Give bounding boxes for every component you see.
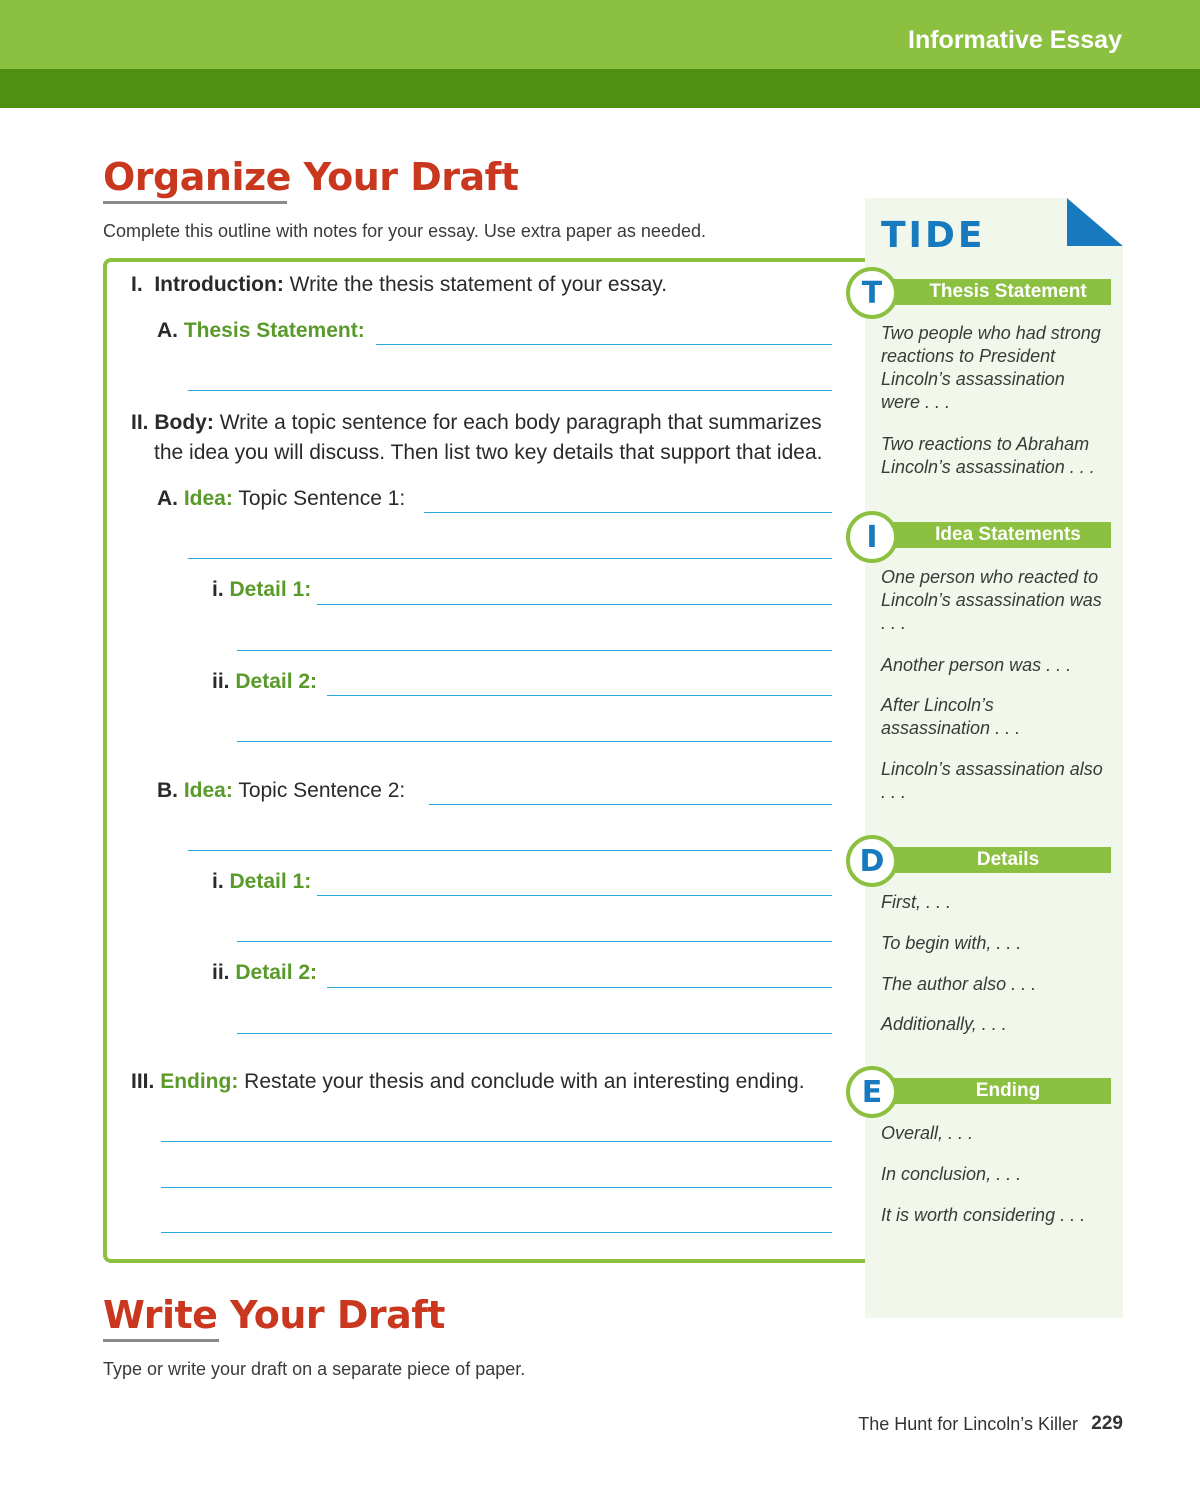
write-title-rest: Your Draft xyxy=(217,1293,445,1337)
idea-b-text: Topic Sentence 2: xyxy=(232,779,406,802)
outline-intro xyxy=(131,273,667,297)
tide-heading-idea: Idea Statements xyxy=(875,522,1111,548)
write-instruction: Type or write your draft on a separate piece of paper. xyxy=(103,1359,526,1379)
tide-phrase: After Lincoln’s assassination . . . xyxy=(881,695,1021,738)
idea-a-letter: A. xyxy=(157,487,178,510)
idea-a-detail-2-line-2[interactable] xyxy=(237,741,832,742)
ending-number: III. xyxy=(131,1070,155,1093)
tide-heading-ending: Ending xyxy=(875,1078,1111,1104)
body-text-line2: the idea you will discuss. Then list two key details that support that idea. xyxy=(154,441,823,464)
tide-phrase: Overall, . . . xyxy=(881,1123,974,1143)
tide-letter-e: E xyxy=(861,1074,883,1110)
idea-a-detail-1-line-2[interactable] xyxy=(237,650,832,651)
tide-letter-d: D xyxy=(859,843,885,879)
idea-a-text: Topic Sentence 1: xyxy=(232,487,406,510)
tide-heading-thesis: Thesis Statement xyxy=(875,279,1111,305)
tide-phrase: Lincoln’s assassination also . . . xyxy=(881,759,1103,802)
write-title xyxy=(103,1293,445,1337)
page-number: 229 xyxy=(1091,1413,1123,1434)
tide-phrase: The author also . . . xyxy=(881,974,1037,994)
idea-a-detail-2-row xyxy=(212,670,317,694)
ending-line-1[interactable] xyxy=(161,1141,832,1142)
ending-line-2[interactable] xyxy=(161,1187,832,1188)
body-number: II. xyxy=(131,411,149,434)
tide-phrase: Additionally, . . . xyxy=(881,1014,1007,1034)
idea-a-label: Idea: xyxy=(183,487,233,510)
idea-b-line-2[interactable] xyxy=(188,850,832,851)
ending-label: Ending: xyxy=(160,1070,239,1093)
thesis-letter: A. xyxy=(157,319,178,342)
outline-box xyxy=(103,258,893,1263)
detail-2-number: ii. xyxy=(212,670,230,693)
ending-line-3[interactable] xyxy=(161,1232,832,1233)
detail-1-number: i. xyxy=(212,870,224,893)
page-corner-icon xyxy=(1067,198,1123,246)
ending-text: Restate your thesis and conclude with an interesting ending. xyxy=(238,1070,805,1093)
idea-b-detail-2-line-1[interactable] xyxy=(327,987,832,988)
detail-1-label: Detail 1: xyxy=(229,870,312,893)
detail-2-number: ii. xyxy=(212,961,230,984)
intro-text: Write the thesis statement of your essay. xyxy=(283,273,668,296)
organize-title-rest: Your Draft xyxy=(290,155,519,199)
tide-title: TIDE xyxy=(881,215,986,256)
intro-number: I. xyxy=(131,273,143,296)
tide-badge-e xyxy=(846,1066,898,1118)
thesis-line-2[interactable] xyxy=(188,390,832,391)
tide-phrase: First, . . . xyxy=(881,892,951,912)
idea-b-line-1[interactable] xyxy=(429,804,832,805)
tide-phrase: Another person was . . . xyxy=(881,655,1072,675)
detail-1-label: Detail 1: xyxy=(229,578,312,601)
tide-letter-i: I xyxy=(866,519,878,555)
tide-badge-i xyxy=(846,511,898,563)
detail-1-number: i. xyxy=(212,578,224,601)
outline-ending xyxy=(131,1070,805,1094)
idea-a-detail-1-row xyxy=(212,578,311,602)
tide-phrase: In conclusion, . . . xyxy=(881,1164,1022,1184)
outline-body xyxy=(131,411,822,435)
body-label: Body: xyxy=(154,411,214,434)
tide-phrase: One person who reacted to Lincoln’s assassination was . . . xyxy=(881,567,1102,633)
idea-b-detail-1-row xyxy=(212,870,311,894)
idea-a-row xyxy=(157,487,405,511)
idea-b-detail-2-row xyxy=(212,961,317,985)
idea-a-line-2[interactable] xyxy=(188,558,832,559)
idea-b-detail-1-line-2[interactable] xyxy=(237,941,832,942)
title-underline xyxy=(103,1339,219,1342)
detail-2-label: Detail 2: xyxy=(235,961,318,984)
thesis-row xyxy=(157,319,365,343)
organize-title xyxy=(103,155,518,199)
title-underline xyxy=(103,201,287,204)
thesis-label: Thesis Statement: xyxy=(183,319,365,342)
tide-badge-d xyxy=(846,835,898,887)
tide-badge-t xyxy=(846,267,898,319)
idea-a-detail-1-line-1[interactable] xyxy=(317,604,832,605)
footer-book-title: The Hunt for Lincoln’s Killer xyxy=(858,1414,1078,1434)
tide-phrase: It is worth considering . . . xyxy=(881,1205,1086,1225)
idea-b-detail-1-line-1[interactable] xyxy=(317,895,832,896)
tide-letter-t: T xyxy=(861,275,883,311)
tide-phrase: Two people who had strong reactions to President Lincoln’s assassination were . . . xyxy=(881,323,1101,412)
tide-phrase: To begin with, . . . xyxy=(881,933,1022,953)
header-accent-band xyxy=(0,69,1200,108)
idea-b-label: Idea: xyxy=(183,779,233,802)
tide-heading-details: Details xyxy=(875,847,1111,873)
idea-b-letter: B. xyxy=(157,779,178,802)
section-label: Informative Essay xyxy=(908,26,1122,54)
organize-instruction: Complete this outline with notes for your essay. Use extra paper as needed. xyxy=(103,221,706,241)
organize-title-word1: Organize xyxy=(103,155,291,199)
idea-a-line-1[interactable] xyxy=(424,512,832,513)
thesis-line-1[interactable] xyxy=(376,344,832,345)
tide-phrase: Two reactions to Abraham Lincoln’s assassination . . . xyxy=(881,434,1095,477)
detail-2-label: Detail 2: xyxy=(235,670,318,693)
intro-label: Introduction: xyxy=(154,273,284,296)
write-title-word1: Write xyxy=(103,1293,218,1337)
idea-a-detail-2-line-1[interactable] xyxy=(327,695,832,696)
body-text-line1: Write a topic sentence for each body paragraph that summarizes xyxy=(213,411,822,434)
idea-b-detail-2-line-2[interactable] xyxy=(237,1033,832,1034)
idea-b-row xyxy=(157,779,405,803)
